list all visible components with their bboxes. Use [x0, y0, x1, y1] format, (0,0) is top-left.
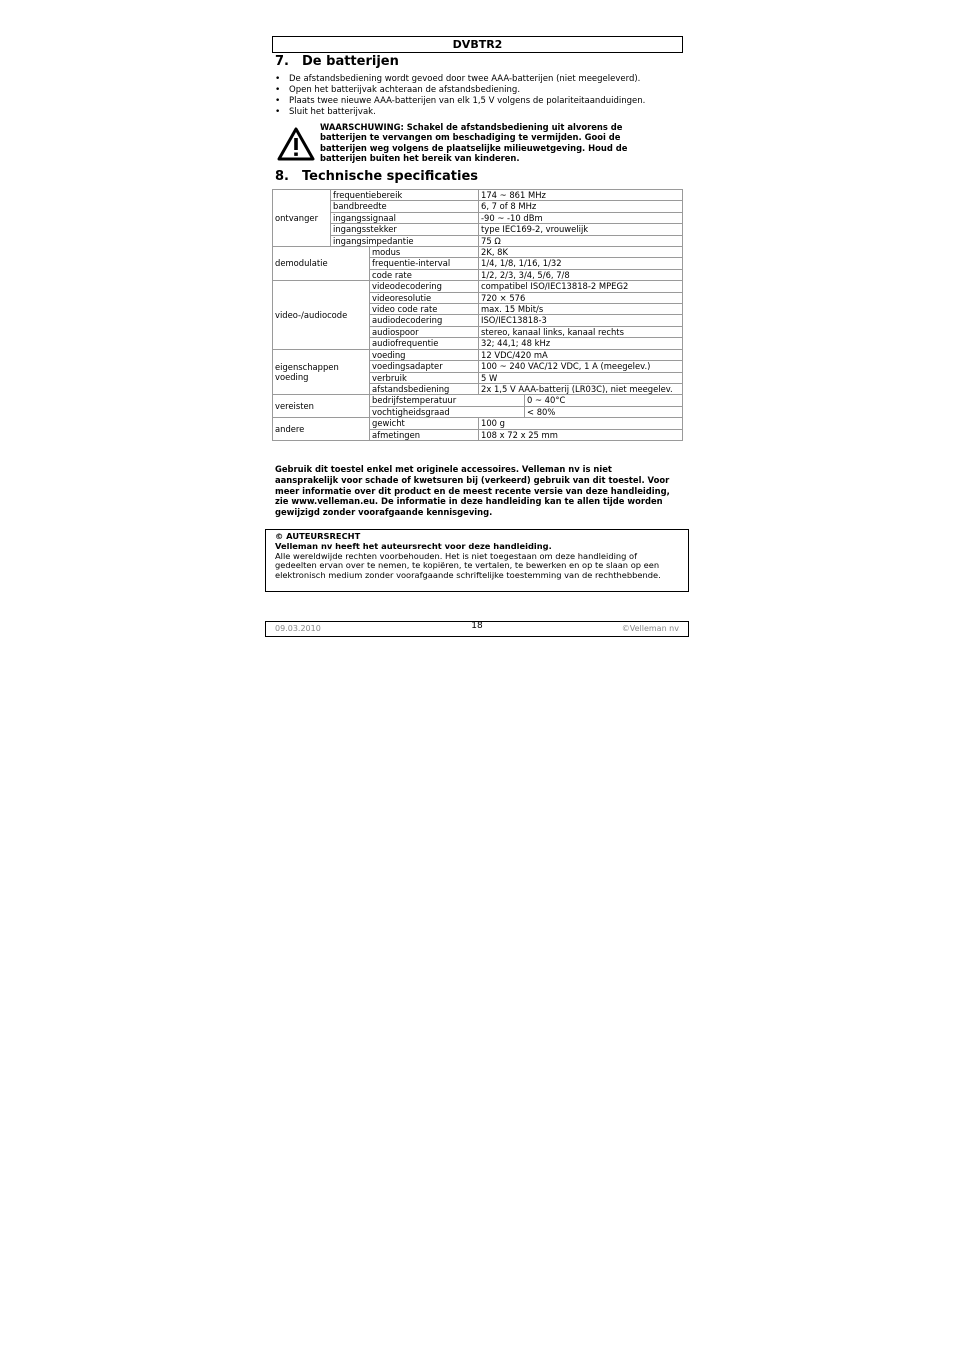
- spec-value: 5 W: [479, 372, 683, 383]
- spec-param: bandbreedte: [331, 201, 479, 212]
- spec-param: frequentie-interval: [370, 258, 479, 269]
- spec-value: ISO/IEC13818-3: [479, 315, 683, 326]
- technical-specifications-table: [272, 189, 683, 441]
- usage-disclaimer: Gebruik dit toestel enkel met originele accessoires. Velleman nv is niet aansprakelijk voor schade of kwetsuren bij (verkeerd) gebruik van dit toestel. Voor meer informatie over dit product en de meest recente versie van deze handleiding, zie www.velleman.eu. De informatie in deze handleiding kan te allen tijde worden gewijzigd zonder voorafgaande kennisgeving.: [275, 464, 670, 518]
- spec-param: frequentiebereik: [331, 190, 479, 201]
- page-footer: [265, 621, 689, 637]
- spec-value: 0 ~ 40°C: [525, 395, 683, 406]
- document-header: [272, 36, 683, 53]
- footer-date: 09.03.2010: [275, 624, 321, 633]
- spec-param: video code rate: [370, 304, 479, 315]
- table-row: [273, 349, 683, 360]
- spec-param: afstandsbediening: [370, 383, 479, 394]
- spec-value: 1/2, 2/3, 3/4, 5/6, 7/8: [479, 269, 683, 280]
- spec-param: ingangssignaal: [331, 212, 479, 223]
- table-row: [273, 190, 683, 201]
- battery-warning-text: WAARSCHUWING: Schakel de afstandsbediening uit alvorens de batterijen te vervangen om beschadiging te vermijden. Gooi de batterijen weg volgens de plaatselijke milieuwetgeving. Houd de batterijen buiten het bereik van kinderen.: [320, 122, 628, 164]
- section-8-heading: [275, 169, 478, 184]
- spec-param: vochtigheidsgraad: [370, 406, 525, 417]
- spec-param: videodecodering: [370, 281, 479, 292]
- spec-value: -90 ~ -10 dBm: [479, 212, 683, 223]
- copyright-subheading: Velleman nv heeft het auteursrecht voor deze handleiding.: [275, 540, 552, 551]
- group-label-vereisten: vereisten: [273, 395, 370, 418]
- table-row: [273, 224, 683, 235]
- footer-brand: ©Velleman nv: [621, 624, 679, 633]
- list-item: • De afstandsbediening wordt gevoed door twee AAA-batterijen (niet meegeleverd).: [275, 74, 645, 85]
- battery-instructions-list: [275, 74, 645, 118]
- table-row: [273, 235, 683, 246]
- spec-value: compatibel ISO/IEC13818-2 MPEG2: [479, 281, 683, 292]
- warning-triangle-icon: [277, 127, 315, 161]
- section-7-title: De batterijen: [302, 54, 399, 69]
- spec-value: max. 15 Mbit/s: [479, 304, 683, 315]
- spec-param: audiofrequentie: [370, 338, 479, 349]
- spec-value: 108 x 72 x 25 mm: [479, 429, 683, 440]
- spec-value: 1/4, 1/8, 1/16, 1/32: [479, 258, 683, 269]
- spec-param: bedrijfstemperatuur: [370, 395, 525, 406]
- spec-value: 100 ~ 240 VAC/12 VDC, 1 A (meegelev.): [479, 361, 683, 372]
- spec-param: voeding: [370, 349, 479, 360]
- spec-value: 6, 7 of 8 MHz: [479, 201, 683, 212]
- spec-value: type IEC169-2, vrouwelijk: [479, 224, 683, 235]
- spec-param: code rate: [370, 269, 479, 280]
- group-label-video-audio: video-/audiocode: [273, 281, 370, 349]
- spec-param: ingangsimpedantie: [331, 235, 479, 246]
- copyright-heading: © AUTEURSRECHT: [275, 531, 361, 541]
- table-row: [273, 281, 683, 292]
- group-label-demodulatie: demodulatie: [273, 247, 370, 281]
- spec-value: stereo, kanaal links, kanaal rechts: [479, 326, 683, 337]
- spec-param: audiodecodering: [370, 315, 479, 326]
- list-item: • Plaats twee nieuwe AAA-batterijen van elk 1,5 V volgens de polariteitaanduidingen.: [275, 96, 645, 107]
- spec-param: audiospoor: [370, 326, 479, 337]
- spec-value: 12 VDC/420 mA: [479, 349, 683, 360]
- spec-value: 2x 1,5 V AAA-batterij (LR03C), niet meegelev.: [479, 383, 683, 394]
- copyright-box: [265, 529, 689, 592]
- group-label-voeding: eigenschappen voeding: [273, 349, 370, 395]
- section-8-number: 8.: [275, 169, 289, 184]
- table-row: [273, 418, 683, 429]
- spec-param: ingangsstekker: [331, 224, 479, 235]
- spec-value: 720 × 576: [479, 292, 683, 303]
- list-item: • Open het batterijvak achteraan de afstandsbediening.: [275, 85, 645, 96]
- copyright-body: Alle wereldwijde rechten voorbehouden. Het is niet toegestaan om deze handleiding of gedeelten ervan over te nemen, te kopiëren, te vertalen, te bewerken en op te slaan op een elektronisch medium zonder voorafgaande schriftelijke toestemming van de rechthebbende.: [275, 550, 661, 581]
- model-title: DVBTR2: [452, 38, 503, 51]
- spec-value: 32; 44,1; 48 kHz: [479, 338, 683, 349]
- table-row: [273, 247, 683, 258]
- spec-param: gewicht: [370, 418, 479, 429]
- spec-param: afmetingen: [370, 429, 479, 440]
- page-number: 18: [471, 621, 483, 631]
- table-row: [273, 395, 683, 406]
- spec-value: < 80%: [525, 406, 683, 417]
- table-row: [273, 212, 683, 223]
- list-item: • Sluit het batterijvak.: [275, 107, 645, 118]
- spec-value: 100 g: [479, 418, 683, 429]
- section-7-heading: [275, 54, 399, 69]
- spec-param: voedingsadapter: [370, 361, 479, 372]
- spec-param: verbruik: [370, 372, 479, 383]
- spec-param: modus: [370, 247, 479, 258]
- section-7-number: 7.: [275, 54, 289, 69]
- table-row: [273, 201, 683, 212]
- group-label-ontvanger: ontvanger: [273, 190, 331, 247]
- spec-value: 2K, 8K: [479, 247, 683, 258]
- section-8-title: Technische specificaties: [302, 169, 479, 184]
- spec-param: videoresolutie: [370, 292, 479, 303]
- spec-value: 75 Ω: [479, 235, 683, 246]
- spec-value: 174 ~ 861 MHz: [479, 190, 683, 201]
- group-label-andere: andere: [273, 418, 370, 441]
